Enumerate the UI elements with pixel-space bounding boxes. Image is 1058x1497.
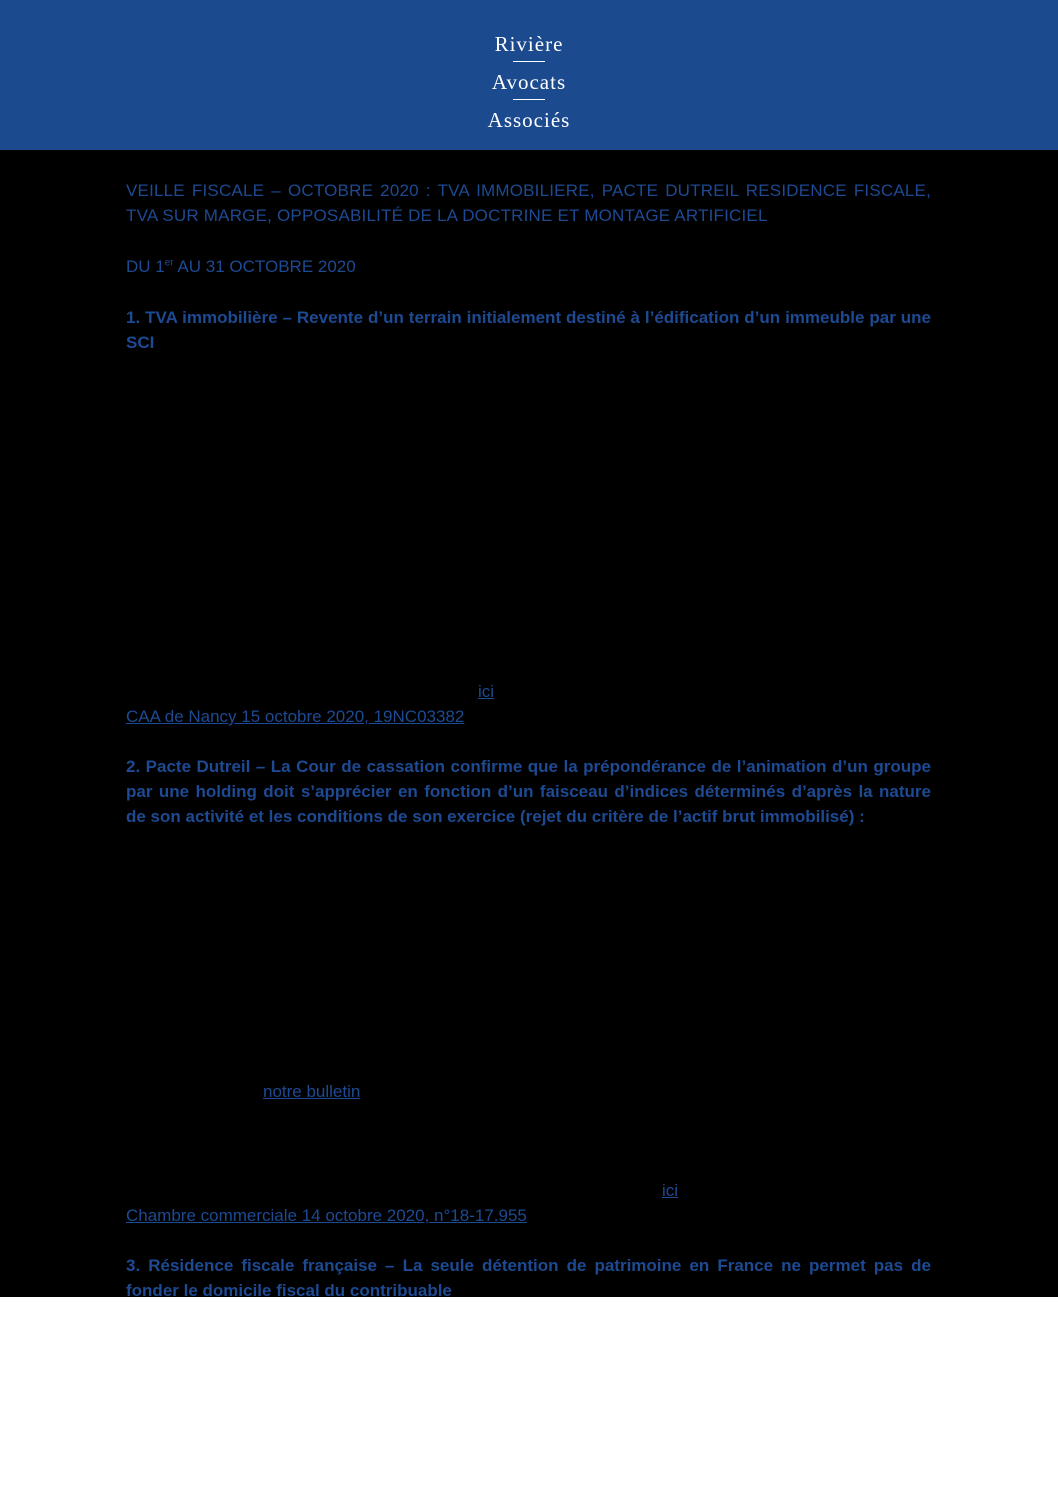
letterhead-banner bbox=[0, 0, 1058, 150]
date-prefix: DU 1 bbox=[126, 257, 165, 276]
date-range bbox=[126, 254, 931, 279]
section-1-ici-link[interactable]: ici bbox=[478, 682, 495, 701]
firm-logo bbox=[0, 32, 1058, 132]
logo-line-3: Associés bbox=[487, 108, 571, 132]
section-1-reference-link[interactable]: CAA de Nancy 15 octobre 2020, 19NC03382 bbox=[126, 707, 465, 726]
section-3-heading: 3. Résidence fiscale française – La seule détention de patrimoine en France ne permet pas de fonder le domicile fiscal du contribuable bbox=[126, 1256, 931, 1300]
date-suffix: AU 31 OCTOBRE 2020 bbox=[173, 257, 356, 276]
section-2-heading: 2. Pacte Dutreil – La Cour de cassation confirme que la prépondérance de l’animation d’un groupe par une holding doit s’apprécier en fonction d’un faisceau d’indices déterminés d’après la nature de son activité et les conditions de son exercice (rejet du critère de l’actif brut immobilisé) : bbox=[126, 757, 931, 826]
section-2-reference-link[interactable]: Chambre commerciale 14 octobre 2020, n°18-17.955 bbox=[126, 1206, 527, 1225]
logo-line-1: Rivière bbox=[494, 32, 564, 56]
section-1-heading: 1. TVA immobilière – Revente d’un terrain initialement destiné à l’édification d’un immeuble par une SCI bbox=[126, 308, 931, 352]
section-2-ici-link[interactable]: ici bbox=[662, 1181, 679, 1200]
section-2-bulletin-link[interactable]: notre bulletin bbox=[263, 1082, 361, 1101]
document-title: VEILLE FISCALE – OCTOBRE 2020 : TVA IMMOBILIERE, PACTE DUTREIL RESIDENCE FISCALE, TVA SUR MARGE, OPPOSABILITÉ DE LA DOCTRINE ET MONTAGE ARTIFICIEL bbox=[126, 181, 931, 225]
logo-divider bbox=[513, 61, 545, 62]
logo-line-2: Avocats bbox=[491, 70, 567, 94]
logo-divider bbox=[513, 99, 545, 100]
date-superscript: er bbox=[164, 257, 174, 269]
